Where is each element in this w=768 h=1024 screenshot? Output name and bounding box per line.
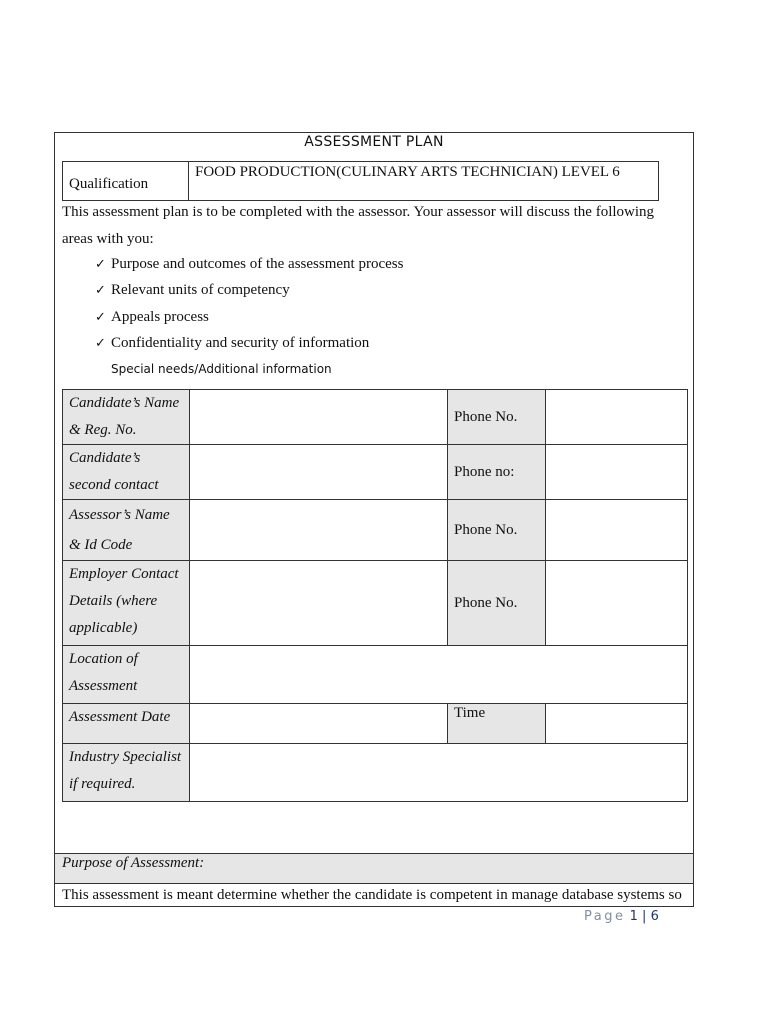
industry-specialist-field[interactable] bbox=[190, 744, 688, 802]
employer-phone-field[interactable] bbox=[546, 561, 688, 646]
time-field[interactable] bbox=[546, 704, 688, 744]
checklist-item-label: Confidentiality and security of information bbox=[111, 334, 370, 351]
table-row bbox=[63, 744, 688, 802]
checklist-item bbox=[95, 251, 403, 277]
candidate-phone-field[interactable] bbox=[546, 390, 688, 445]
checklist-item bbox=[95, 304, 403, 330]
total-pages: 6 bbox=[650, 909, 659, 924]
table-row bbox=[63, 390, 688, 445]
qualification-value: FOOD PRODUCTION(CULINARY ARTS TECHNICIAN) LEVEL 6 bbox=[189, 162, 659, 201]
assessor-name-field[interactable] bbox=[190, 500, 448, 561]
special-needs-label: Special needs/Additional information bbox=[111, 362, 332, 376]
checkmark-icon: ✓ bbox=[95, 335, 106, 351]
table-row bbox=[63, 704, 688, 744]
industry-specialist-label: Industry Specialist if required. bbox=[63, 744, 190, 802]
table-row bbox=[63, 561, 688, 646]
page-number: 1 bbox=[629, 909, 638, 924]
location-field[interactable] bbox=[190, 646, 688, 704]
document-title: ASSESSMENT PLAN bbox=[304, 134, 444, 150]
candidate-name-label: Candidate’s Name & Reg. No. bbox=[63, 390, 190, 445]
checkmark-icon: ✓ bbox=[95, 283, 106, 299]
assessor-name-label bbox=[63, 500, 190, 561]
contact-details-table bbox=[62, 389, 688, 802]
checkmark-icon: ✓ bbox=[95, 309, 106, 325]
second-contact-label: Candidate’s second contact bbox=[63, 445, 190, 500]
checkmark-icon: ✓ bbox=[95, 257, 106, 272]
page-separator: | bbox=[642, 909, 647, 924]
checklist-item-label: Relevant units of competency bbox=[111, 282, 290, 299]
second-contact-field[interactable] bbox=[190, 445, 448, 500]
location-label: Location of Assessment bbox=[63, 646, 190, 704]
discussion-checklist bbox=[95, 251, 403, 356]
second-phone-label: Phone no: bbox=[448, 445, 546, 500]
time-label: Time bbox=[448, 704, 546, 744]
assessment-date-field[interactable] bbox=[190, 704, 448, 744]
qualification-label: Qualification bbox=[63, 162, 189, 201]
checklist-item bbox=[95, 277, 403, 303]
assessor-name-text: Assessor’s Name & Id Code bbox=[69, 507, 170, 553]
assessor-phone-field[interactable] bbox=[546, 500, 688, 561]
table-row bbox=[63, 445, 688, 500]
intro-paragraph: This assessment plan is to be completed with the assessor. Your assessor will discuss the following areas with you: bbox=[62, 204, 655, 247]
checklist-item-label: Appeals process bbox=[111, 308, 209, 325]
employer-contact-label: Employer Contact Details (where applicable) bbox=[63, 561, 190, 646]
page-footer bbox=[584, 909, 659, 924]
checklist-item bbox=[95, 330, 403, 356]
employer-phone-label: Phone No. bbox=[448, 561, 546, 646]
table-row bbox=[63, 646, 688, 704]
purpose-text: This assessment is meant determine whether the candidate is competent in manage database systems so bbox=[62, 887, 682, 903]
second-phone-field[interactable] bbox=[546, 445, 688, 500]
checklist-item-label: Purpose and outcomes of the assessment process bbox=[111, 256, 404, 272]
candidate-name-field[interactable] bbox=[190, 390, 448, 445]
assessment-plan-frame bbox=[54, 132, 694, 907]
qualification-table bbox=[62, 161, 659, 201]
page-word: Page bbox=[584, 909, 626, 924]
assessment-date-label: Assessment Date bbox=[63, 704, 190, 744]
assessor-phone-label: Phone No. bbox=[448, 500, 546, 561]
candidate-phone-label: Phone No. bbox=[448, 390, 546, 445]
purpose-heading: Purpose of Assessment: bbox=[55, 853, 693, 884]
employer-contact-field[interactable] bbox=[190, 561, 448, 646]
table-row bbox=[63, 500, 688, 561]
